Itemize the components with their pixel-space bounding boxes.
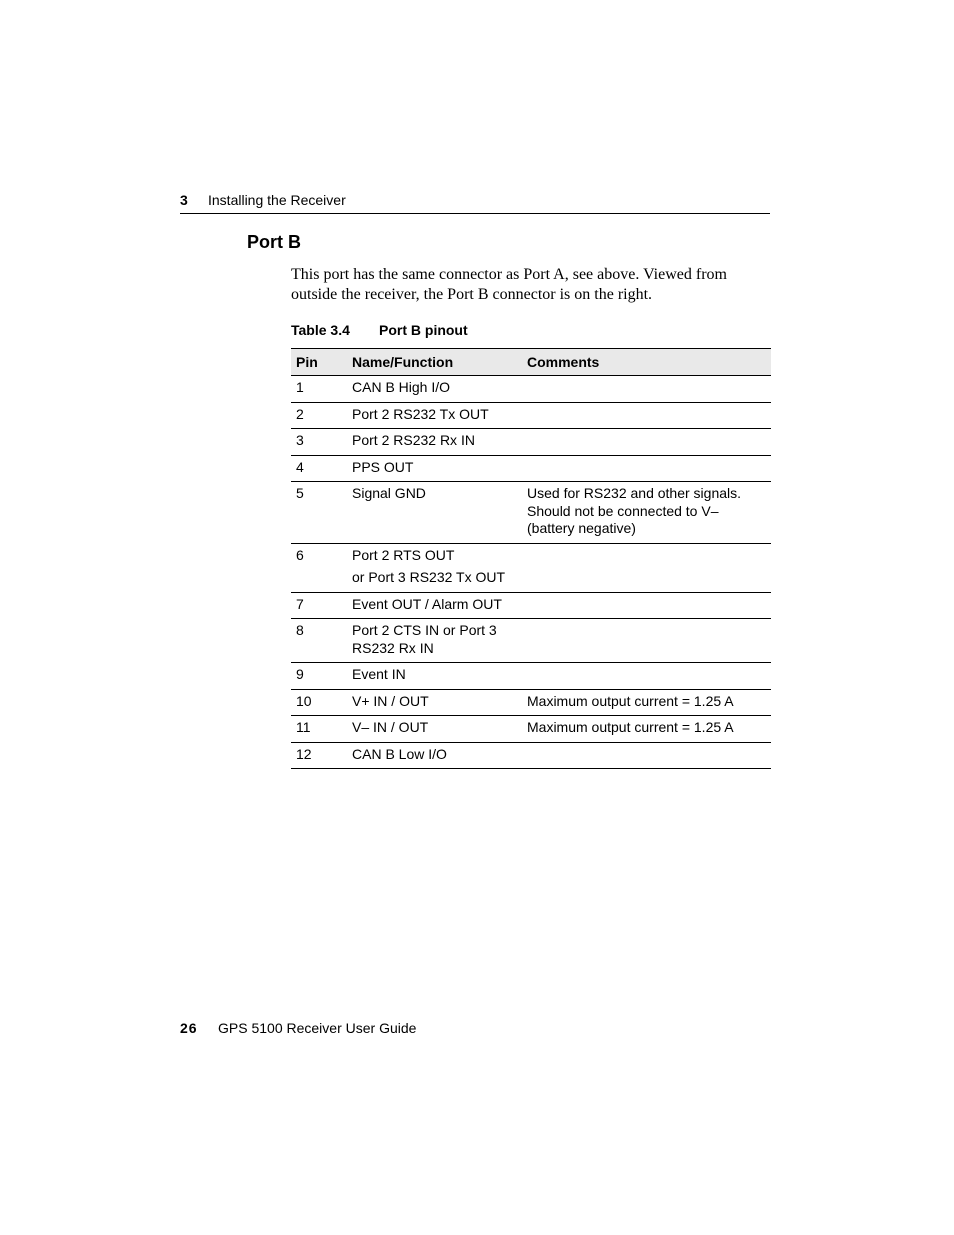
cell-name-text: V+ IN / OUT — [352, 692, 429, 709]
column-header-comments: Comments — [522, 349, 771, 376]
cell-pin: 4 — [291, 455, 347, 482]
running-header — [180, 192, 770, 214]
table-row — [291, 742, 771, 769]
cell-comment — [522, 663, 771, 690]
table-body — [291, 376, 771, 769]
column-header-pin: Pin — [291, 349, 347, 376]
cell-pin: 9 — [291, 663, 347, 690]
cell-pin: 5 — [291, 482, 347, 544]
cell-comment — [522, 455, 771, 482]
cell-pin: 6 — [291, 543, 347, 592]
table-row — [291, 402, 771, 429]
table-row — [291, 619, 771, 663]
cell-pin: 8 — [291, 619, 347, 663]
cell-name-function — [347, 592, 522, 619]
cell-comment — [522, 543, 771, 592]
page-number: 26 — [180, 1020, 198, 1036]
table-caption-label: Table 3.4 — [291, 322, 350, 338]
cell-name-function — [347, 402, 522, 429]
cell-name-text: Event IN — [352, 666, 406, 682]
cell-pin: 2 — [291, 402, 347, 429]
cell-name-text: Port 2 RTS OUT — [352, 546, 455, 563]
cell-name-text: CAN B Low I/O — [352, 745, 447, 762]
cell-name-text: PPS OUT — [352, 458, 414, 475]
cell-name-function — [347, 689, 522, 716]
cell-comment — [522, 402, 771, 429]
cell-comment: Maximum output current = 1.25 A — [522, 689, 771, 716]
cell-name-function — [347, 619, 522, 663]
section-paragraph: This port has the same connector as Port A, see above. Viewed from outside the receiver, the Port B connector is on the right. — [291, 266, 727, 303]
cell-name-text: Signal GND — [352, 485, 426, 501]
table-row — [291, 716, 771, 743]
cell-comment: Used for RS232 and other signals. Should not be connected to V– (battery negative) — [522, 482, 771, 544]
cell-pin: 1 — [291, 376, 347, 403]
cell-name-function — [347, 742, 522, 769]
cell-name-function — [347, 429, 522, 456]
chapter-number: 3 — [180, 192, 188, 208]
section-title: Port B — [247, 232, 301, 252]
cell-name-function — [347, 663, 522, 690]
table-row — [291, 689, 771, 716]
table-row — [291, 592, 771, 619]
cell-pin: 11 — [291, 716, 347, 743]
table-row — [291, 482, 771, 544]
cell-pin: 10 — [291, 689, 347, 716]
cell-comment — [522, 742, 771, 769]
cell-comment: Maximum output current = 1.25 A — [522, 716, 771, 743]
chapter-title: Installing the Receiver — [208, 192, 346, 208]
cell-name-function — [347, 716, 522, 743]
pinout-table — [291, 348, 771, 769]
cell-comment — [522, 619, 771, 663]
table-row — [291, 455, 771, 482]
table-caption — [291, 322, 468, 338]
cell-name-text: V– IN / OUT — [352, 719, 429, 735]
cell-name-text: CAN B High I/O — [352, 379, 451, 395]
table-header-row — [291, 349, 771, 376]
cell-comment — [522, 376, 771, 403]
cell-name-function — [347, 543, 522, 592]
cell-name-function — [347, 455, 522, 482]
cell-name-text: Port 2 RS232 Tx OUT — [352, 405, 489, 422]
guide-title: GPS 5100 Receiver User Guide — [218, 1020, 417, 1036]
cell-name-text: Port 2 RS232 Rx IN — [352, 432, 475, 448]
table-row — [291, 663, 771, 690]
column-header-name-function: Name/Function — [347, 349, 522, 376]
cell-name-text: Event OUT / Alarm OUT — [352, 595, 502, 612]
cell-pin: 7 — [291, 592, 347, 619]
table-caption-title: Port B pinout — [379, 322, 468, 338]
cell-name-function — [347, 482, 522, 544]
cell-name-function — [347, 376, 522, 403]
cell-comment — [522, 429, 771, 456]
table-row — [291, 429, 771, 456]
cell-pin: 3 — [291, 429, 347, 456]
cell-pin: 12 — [291, 742, 347, 769]
table-row — [291, 376, 771, 403]
cell-name-text-alt: or Port 3 RS232 Tx OUT — [352, 569, 506, 585]
cell-name-text: Port 2 CTS IN or Port 3 RS232 Rx IN — [352, 622, 497, 656]
cell-comment — [522, 592, 771, 619]
table-row — [291, 543, 771, 592]
